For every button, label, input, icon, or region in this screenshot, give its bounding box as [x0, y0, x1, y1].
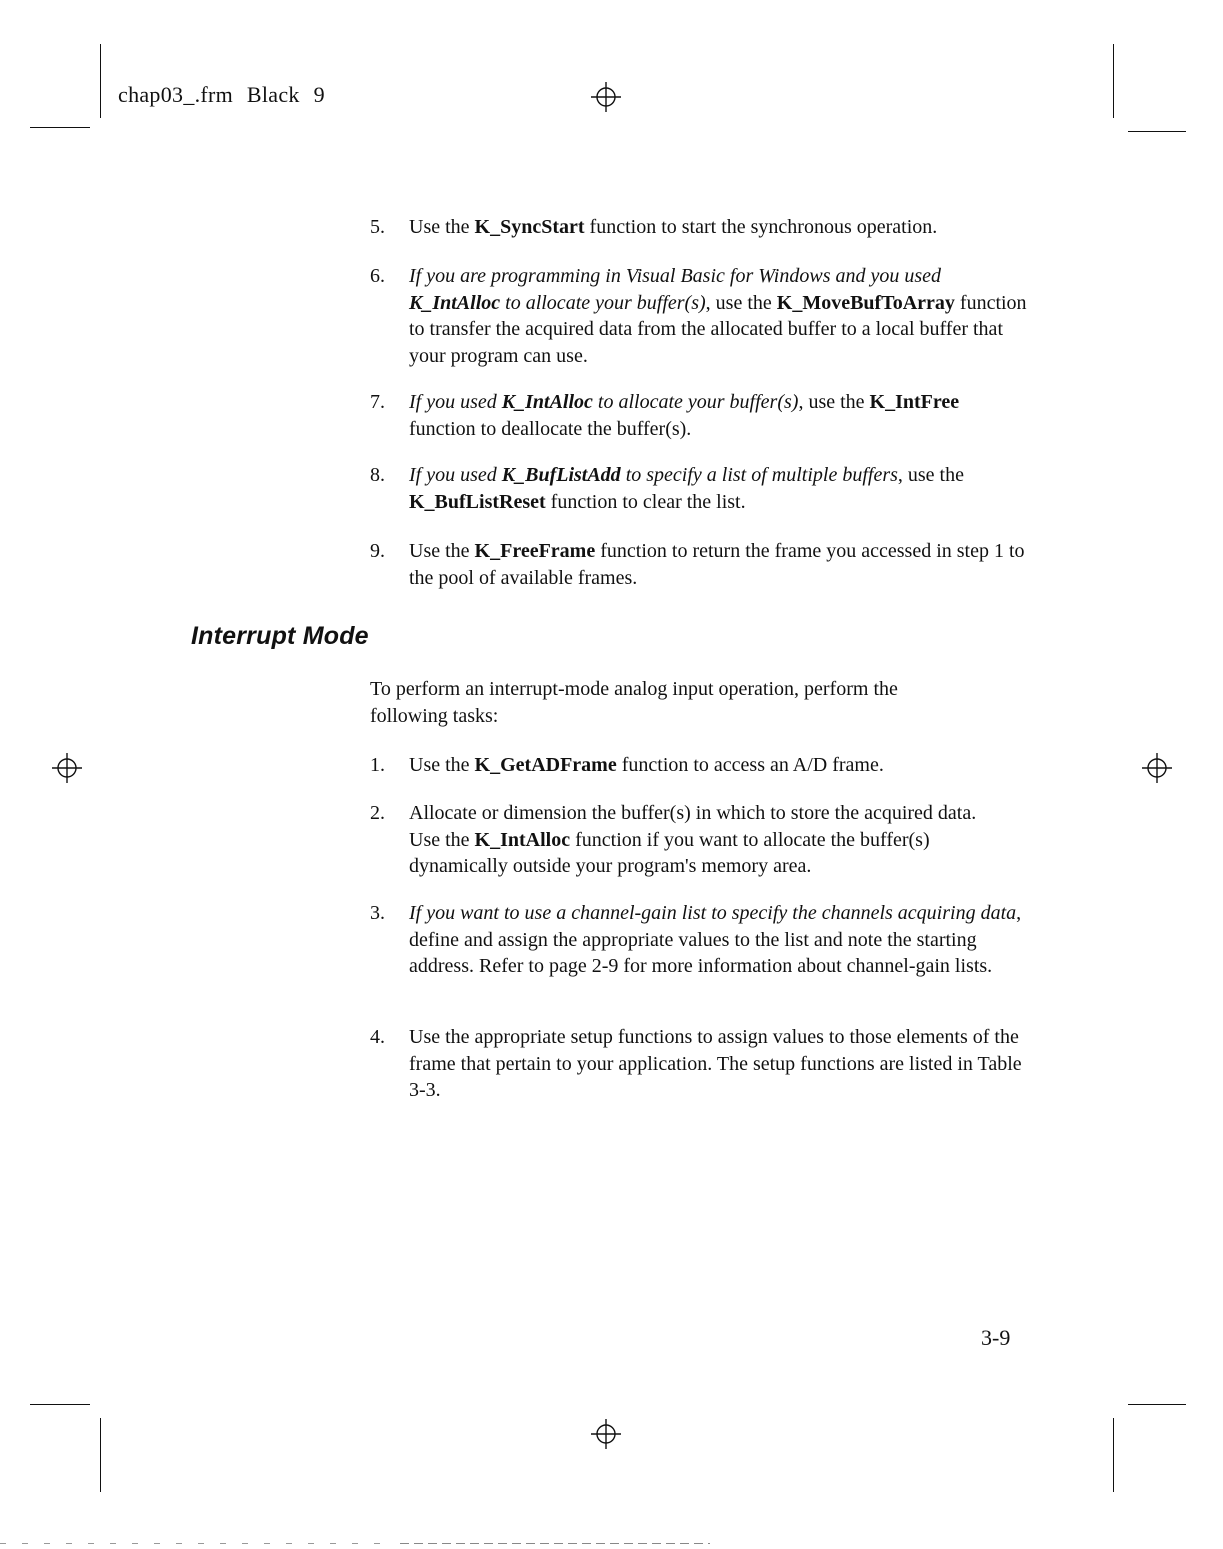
crop-mark-bottom-left-horizontal	[30, 1404, 90, 1405]
crop-mark-bottom-right-horizontal	[1128, 1404, 1186, 1405]
crop-mark-top-left-horizontal	[30, 127, 90, 128]
step-text-run: to specify a list of multiple buffers	[620, 464, 898, 486]
step-number: 8.	[370, 464, 385, 486]
function-name: K_BufListReset	[409, 490, 546, 513]
step-text-run: Use the	[409, 216, 475, 238]
function-name: K_IntAlloc	[474, 828, 571, 851]
step-number: 3.	[370, 902, 385, 924]
step-number: 4.	[370, 1026, 385, 1048]
step-text	[409, 752, 1030, 779]
registration-mark-icon	[589, 80, 623, 114]
registration-mark-icon	[1140, 751, 1174, 785]
crop-mark-top-right-vertical	[1113, 44, 1114, 118]
function-name: K_MoveBufToArray	[776, 291, 955, 314]
registration-mark-icon	[50, 751, 84, 785]
scan-artifact	[0, 1543, 380, 1544]
function-name: K_FreeFrame	[474, 540, 596, 562]
step-text-run: , use the	[798, 391, 870, 413]
function-name: K_BufListAdd	[501, 464, 621, 486]
step-text-run: to allocate your buffer(s)	[500, 291, 706, 314]
step-number: 9.	[370, 540, 385, 562]
intro-paragraph: To perform an interrupt-mode analog input operation, perform the following tasks:	[370, 678, 898, 727]
step-text-run: Use the appropriate setup functions to assign values to those elements of the frame that pertain to your application. The setup functions are listed in Table 3-3.	[409, 1026, 1022, 1101]
step-text-run: Use the	[409, 754, 475, 776]
step-number: 5.	[370, 216, 385, 238]
step-text-run: function to clear the list.	[545, 490, 746, 513]
step-text	[409, 1024, 1030, 1104]
page-number: 3-9	[981, 1325, 1011, 1350]
slug-page: 9	[313, 82, 325, 107]
crop-mark-top-left-vertical	[100, 44, 101, 118]
step-text	[409, 389, 1030, 442]
step-text	[409, 900, 1030, 980]
step-text-run: function to transfer the acquired data from the allocated buffer to a local buffer that your program can use.	[409, 291, 1027, 367]
step-item	[370, 538, 1030, 591]
step-text	[409, 462, 1030, 515]
registration-mark-icon	[589, 1417, 623, 1451]
step-item	[370, 800, 1030, 880]
step-text	[409, 263, 1030, 369]
step-item	[370, 900, 1030, 980]
step-item	[370, 462, 1030, 515]
function-name: K_SyncStart	[474, 216, 585, 238]
step-text-run: , use the	[897, 464, 964, 486]
step-text	[409, 538, 1030, 591]
scan-artifact	[400, 1543, 710, 1544]
step-text-run: function to deallocate the buffer(s).	[409, 417, 692, 440]
step-item	[370, 752, 1030, 779]
step-text-run: Use the	[409, 540, 475, 562]
step-number: 7.	[370, 391, 385, 413]
step-number: 2.	[370, 802, 385, 824]
crop-mark-bottom-right-vertical	[1113, 1418, 1114, 1492]
step-text-run: function to return the frame you accessed in step 1 to the pool of available frames.	[409, 540, 1025, 589]
step-text	[409, 800, 1009, 880]
step-text-run: If you want to use a channel-gain list to specify the channels acquiring data	[409, 902, 1017, 924]
crop-mark-bottom-left-vertical	[100, 1418, 101, 1492]
step-text	[409, 214, 1030, 241]
function-name: K_GetADFrame	[474, 754, 617, 776]
step-text-run: function if you want to allocate the buffer(s) dynamically outside your program's memory area.	[409, 828, 930, 877]
crop-mark-top-right-horizontal	[1128, 131, 1186, 132]
slug-filename: chap03_.frm	[118, 82, 234, 107]
step-text-run: function to start the synchronous operation.	[584, 216, 938, 238]
step-text-run: , use the	[705, 291, 777, 314]
function-name: K_IntAlloc	[501, 391, 593, 413]
step-number: 6.	[370, 265, 385, 287]
step-item	[370, 1024, 1030, 1104]
step-item	[370, 214, 1030, 241]
step-text-run: , define and assign the appropriate values to the list and note the starting address. Refer to page 2-9 for more information about channel-gain lists.	[409, 902, 1022, 977]
function-name: K_IntAlloc	[409, 291, 501, 314]
page-slug	[118, 82, 333, 108]
step-text-run: to allocate your buffer(s)	[592, 391, 799, 413]
step-text-run: If you are programming in Visual Basic for Windows and you used	[409, 265, 942, 287]
section-heading: Interrupt Mode	[191, 622, 369, 650]
step-item	[370, 263, 1030, 369]
function-name: K_IntFree	[869, 391, 960, 413]
step-item	[370, 389, 1030, 442]
step-text-run: If you used	[409, 391, 502, 413]
step-text-run: Allocate or dimension the buffer(s) in which to store the acquired data. Use the	[409, 802, 977, 851]
step-text-run: function to access an A/D frame.	[616, 754, 884, 776]
slug-color: Black	[246, 82, 300, 107]
step-text-run: If you used	[409, 464, 502, 486]
step-number: 1.	[370, 754, 385, 776]
